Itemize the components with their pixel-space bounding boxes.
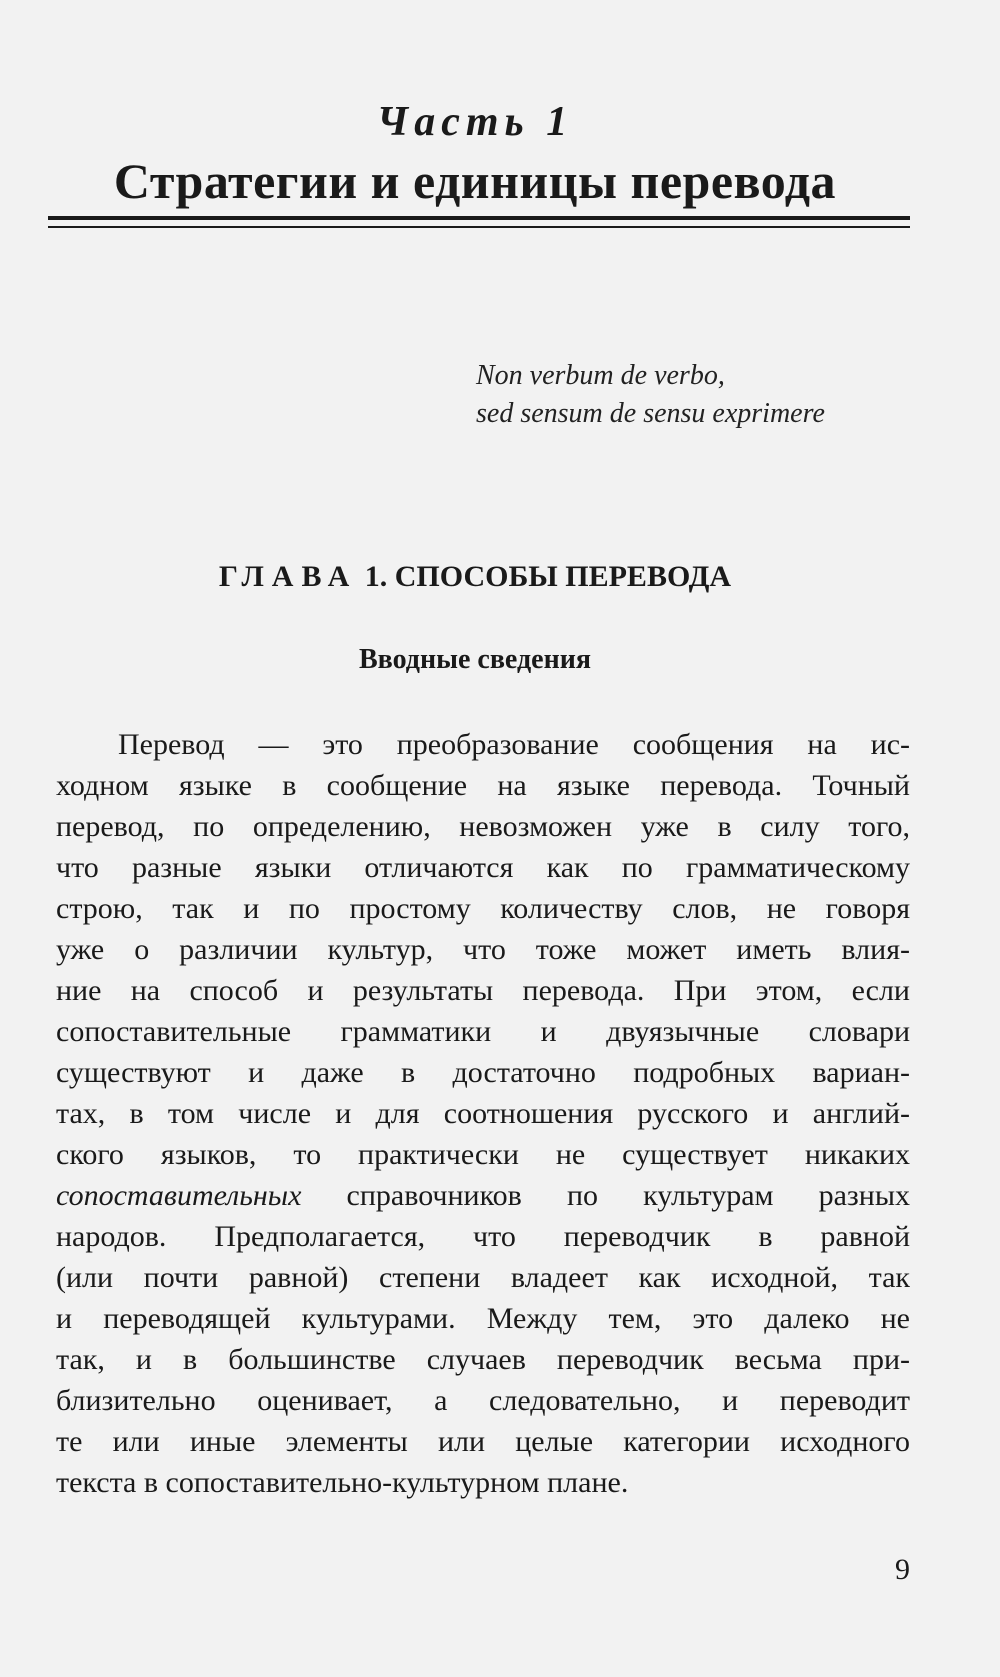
text-line: сопоставительные грамматики и двуязычные словари <box>56 1015 910 1048</box>
body-paragraph <box>56 724 910 1503</box>
text-line: уже о различии культур, что тоже может иметь влия- <box>56 933 910 966</box>
part-title: Стратегии и единицы перевода <box>113 153 837 209</box>
italic-term: сопоставительных <box>56 1179 302 1212</box>
text-line: ходном языке в сообщение на языке перевода. Точный <box>56 769 910 802</box>
epigraph-line: Non verbum de verbo, <box>476 360 725 391</box>
page-number: 9 <box>895 1553 910 1586</box>
text-line: существуют и даже в достаточно подробных вариан- <box>56 1056 910 1089</box>
text-line: и переводящей культурами. Между тем, это далеко не <box>56 1302 910 1335</box>
text-line: текста в сопоставительно-культурном плане. <box>56 1466 629 1499</box>
text-line: тах, в том числе и для соотношения русского и англий- <box>56 1097 910 1130</box>
text-line: Перевод — это преобразование сообщения на ис- <box>118 728 910 761</box>
epigraph <box>476 357 936 433</box>
text-line: близительно оценивает, а следовательно, и переводит <box>56 1384 910 1417</box>
text-line-mixed <box>56 1175 910 1216</box>
text-line: перевод, по определению, невозможен уже в силу того, <box>56 810 910 843</box>
text-line: те или иные элементы или целые категории исходного <box>56 1425 910 1458</box>
epigraph-line: sed sensum de sensu exprimere <box>476 398 825 429</box>
text-line: что разные языки отличаются как по грамматическому <box>56 851 910 884</box>
text-line: строю, так и по простому количеству слов, не говоря <box>56 892 910 925</box>
chapter-prefix: ГЛАВА <box>218 560 358 593</box>
part-label: Часть 1 <box>376 99 574 145</box>
text-line-rest: справочников по культурам разных <box>301 1179 910 1212</box>
title-divider-thick <box>48 216 910 220</box>
text-line: так, и в большинстве случаев переводчик весьма при- <box>56 1343 910 1376</box>
section-heading: Вводные сведения <box>359 644 591 675</box>
text-line: ского языков, то практически не существует никаких <box>56 1138 910 1171</box>
chapter-title: 1. СПОСОБЫ ПЕРЕВОДА <box>364 560 732 593</box>
chapter-heading <box>0 560 950 594</box>
text-line: ние на способ и результаты перевода. При этом, если <box>56 974 910 1007</box>
text-line: (или почти равной) степени владеет как исходной, так <box>56 1261 910 1294</box>
text-line: народов. Предполагается, что переводчик в равной <box>56 1220 910 1253</box>
title-divider-thin <box>48 226 910 228</box>
